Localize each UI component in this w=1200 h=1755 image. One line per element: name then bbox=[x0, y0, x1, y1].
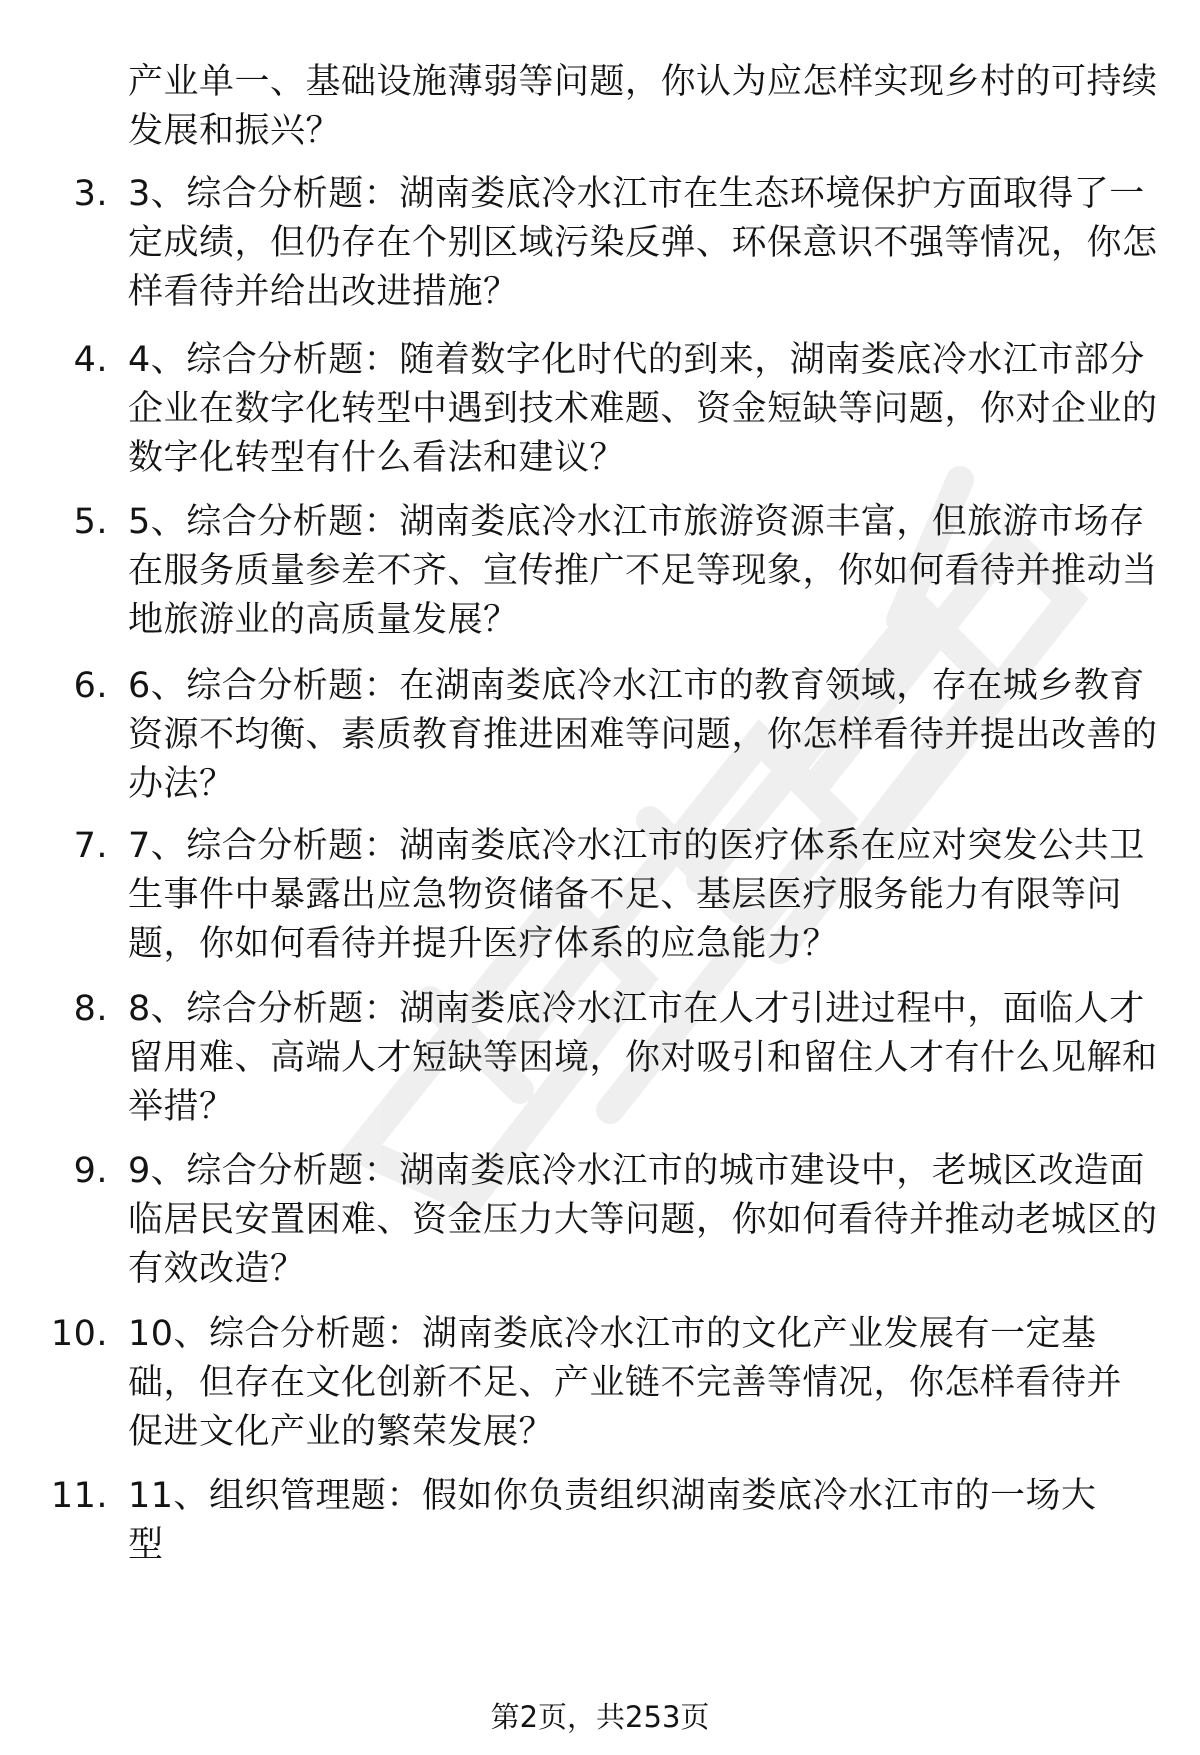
list-number: 5. bbox=[73, 502, 108, 542]
question-text: 7、综合分析题：湖南娄底冷水江市的医疗体系在应对突发公共卫生事件中暴露出应急物资储备不足、基层医疗服务能力有限等问题，你如何看待并提升医疗体系的应急能力？ bbox=[128, 826, 1145, 964]
question-text: 8、综合分析题：湖南娄底冷水江市在人才引进过程中，面临人才留用难、高端人才短缺等困境，你对吸引和留住人才有什么见解和举措？ bbox=[128, 989, 1158, 1127]
list-number: 7. bbox=[73, 826, 108, 866]
list-number: 4. bbox=[73, 340, 108, 380]
question-text: 10、综合分析题：湖南娄底冷水江市的文化产业发展有一定基础，但存在文化创新不足、产业链不完善等情况，你怎样看待并促进文化产业的繁荣发展？ bbox=[128, 1314, 1123, 1452]
list-number: 6. bbox=[73, 666, 108, 706]
list-number: 3. bbox=[73, 174, 108, 214]
question-text: 5、综合分析题：湖南娄底冷水江市旅游资源丰富，但旅游市场存在服务质量参差不齐、宣传推广不足等现象，你如何看待并推动当地旅游业的高质量发展？ bbox=[128, 502, 1158, 640]
question-text: 4、综合分析题：随着数字化时代的到来，湖南娄底冷水江市部分企业在数字化转型中遇到技术难题、资金短缺等问题，你对企业的数字化转型有什么看法和建议？ bbox=[128, 340, 1158, 478]
list-number: 9. bbox=[73, 1151, 108, 1191]
list-number: 11. bbox=[50, 1476, 108, 1516]
question-text: 3、综合分析题：湖南娄底冷水江市在生态环境保护方面取得了一定成绩，但仍存在个别区域污染反弹、环保意识不强等情况，你怎样看待并给出改进措施？ bbox=[128, 174, 1158, 312]
list-number: 10. bbox=[50, 1314, 108, 1354]
list-number: 8. bbox=[73, 989, 108, 1029]
question-text: 6、综合分析题：在湖南娄底冷水江市的教育领域，存在城乡教育资源不均衡、素质教育推进困难等问题，你怎样看待并提出改善的办法？ bbox=[128, 666, 1158, 804]
page-footer: 第2页，共253页 bbox=[490, 1700, 710, 1734]
question-text: 11、组织管理题：假如你负责组织湖南娄底冷水江市的一场大型 bbox=[128, 1476, 1097, 1565]
intro-paragraph: 产业单一、基础设施薄弱等问题，你认为应怎样实现乡村的可持续发展和振兴？ bbox=[128, 62, 1158, 151]
question-text: 9、综合分析题：湖南娄底冷水江市的城市建设中，老城区改造面临居民安置困难、资金压力大等问题，你如何看待并推动老城区的有效改造？ bbox=[128, 1151, 1158, 1289]
